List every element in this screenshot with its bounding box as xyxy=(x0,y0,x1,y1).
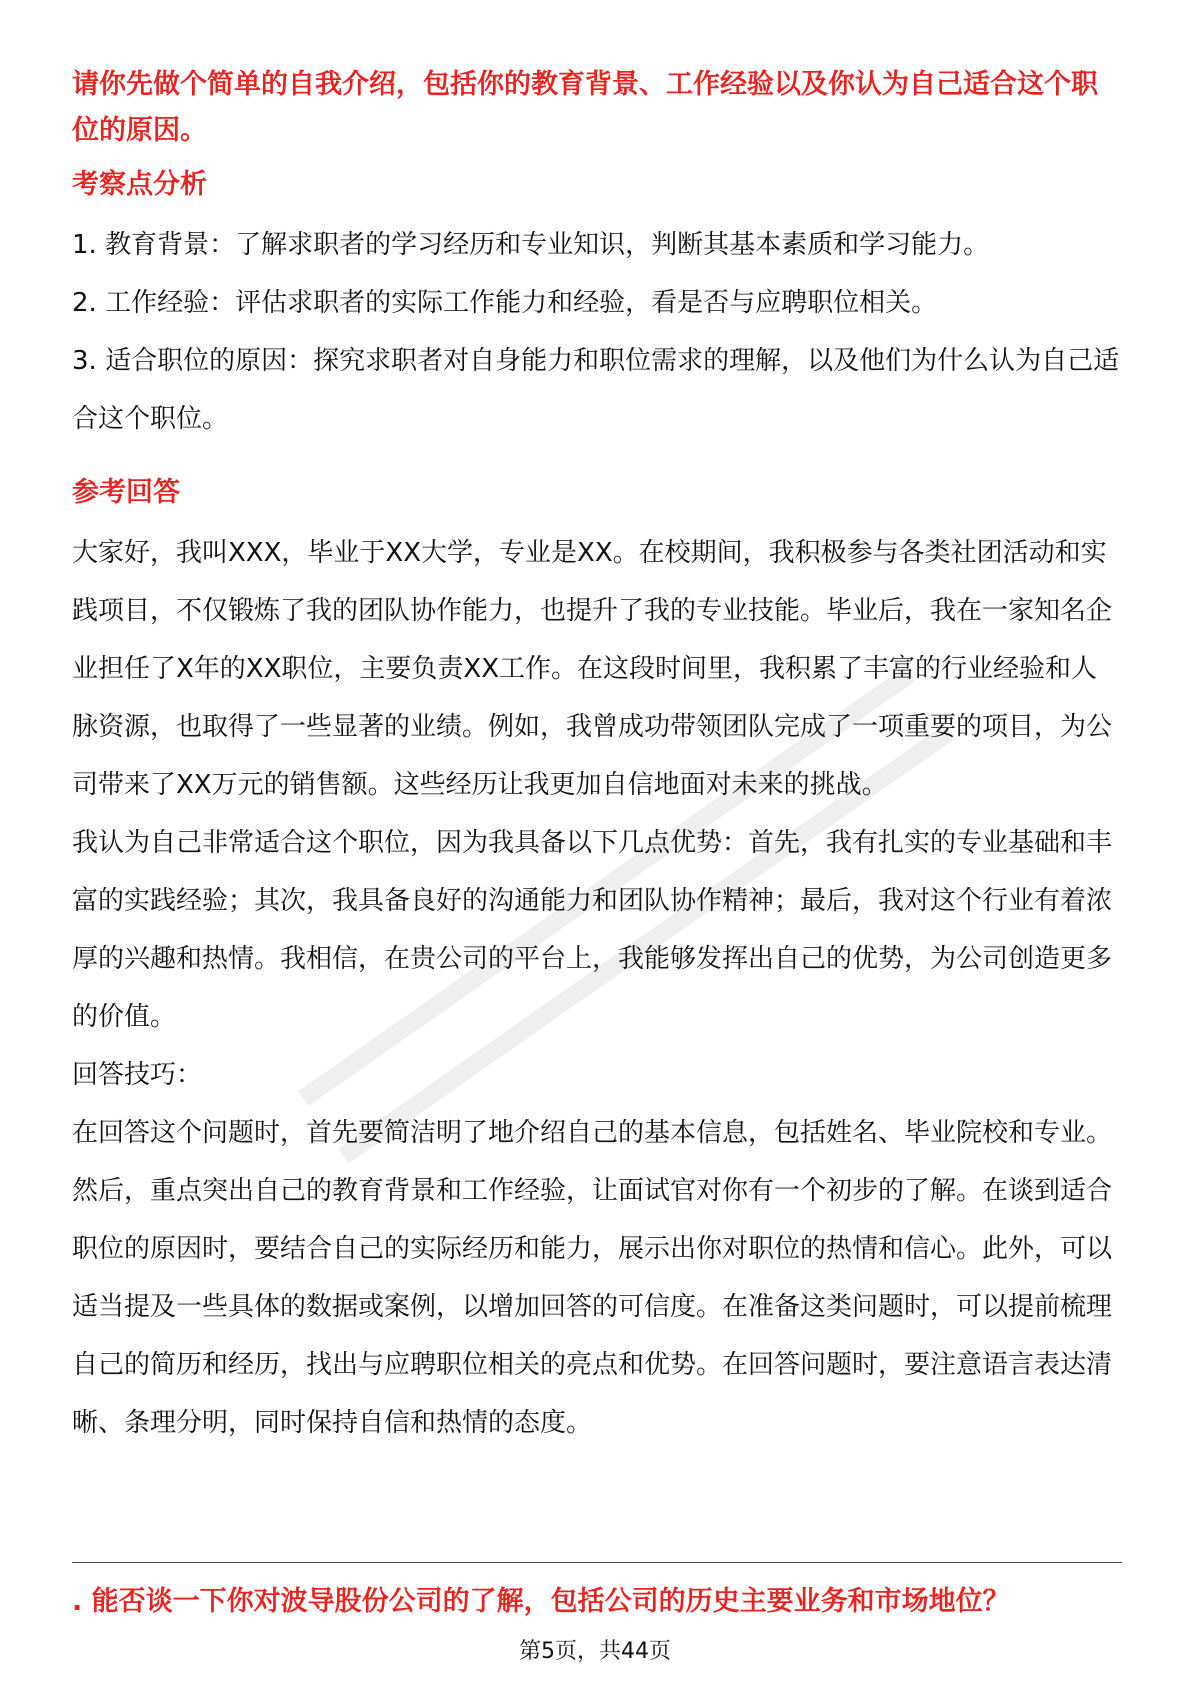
next-question-heading: . 能否谈一下你对波导股份公司的了解，包括公司的历史主要业务和市场地位？ xyxy=(72,1586,1010,1617)
analysis-heading: 考察点分析 xyxy=(72,169,207,200)
question-heading: 请你先做个简单的自我介绍，包括你的教育背景、工作经验以及你认为自己适合这个职位的原因。 xyxy=(72,69,1098,146)
analysis-point: 3. 适合职位的原因：探究求职者对自身能力和职位需求的理解，以及他们为什么认为自己适合这个职位。 xyxy=(72,346,1120,434)
reference-heading: 参考回答 xyxy=(72,477,180,508)
analysis-point: 2. 工作经验：评估求职者的实际工作能力和经验，看是否与应聘职位相关。 xyxy=(72,288,938,318)
answer-paragraph: 大家好，我叫XXX，毕业于XX大学，专业是XX。在校期间，我积极参与各类社团活动和实践项目，不仅锻炼了我的团队协作能力，也提升了我的专业技能。毕业后，我在一家知名企业担任了X年的XX职位，主要负责XX工作。在这段时间里，我积累了丰富的行业经验和人脉资源，也取得了一些显著的业绩。例如，我曾成功带领团队完成了一项重要的项目，为公司带来了XX万元的销售额。这些经历让我更加自信地面对未来的挑战。 xyxy=(72,538,1113,800)
analysis-point: 1. 教育背景：了解求职者的学习经历和专业知识，判断其基本素质和学习能力。 xyxy=(72,230,990,260)
tips-label: 回答技巧： xyxy=(72,1060,203,1090)
section-divider xyxy=(72,1562,1122,1563)
main-content xyxy=(72,62,1122,1452)
tips-paragraph: 在回答这个问题时，首先要简洁明了地介绍自己的基本信息，包括姓名、毕业院校和专业。然后，重点突出自己的教育背景和工作经验，让面试官对你有一个初步的了解。在谈到适合职位的原因时，要结合自己的实际经历和能力，展示出你对职位的热情和信心。此外，可以适当提及一些具体的数据或案例，以增加回答的可信度。在准备这类问题时，可以提前梳理自己的简历和经历，找出与应聘职位相关的亮点和优势。在回答问题时，要注意语言表达清晰、条理分明，同时保持自信和热情的态度。 xyxy=(72,1118,1113,1438)
answer-paragraph: 我认为自己非常适合这个职位，因为我具备以下几点优势：首先，我有扎实的专业基础和丰富的实践经验；其次，我具备良好的沟通能力和团队协作精神；最后，我对这个行业有着浓厚的兴趣和热情。我相信，在贵公司的平台上，我能够发挥出自己的优势，为公司创造更多的价值。 xyxy=(72,828,1113,1032)
page-number: 第5页，共44页 xyxy=(519,1639,671,1664)
